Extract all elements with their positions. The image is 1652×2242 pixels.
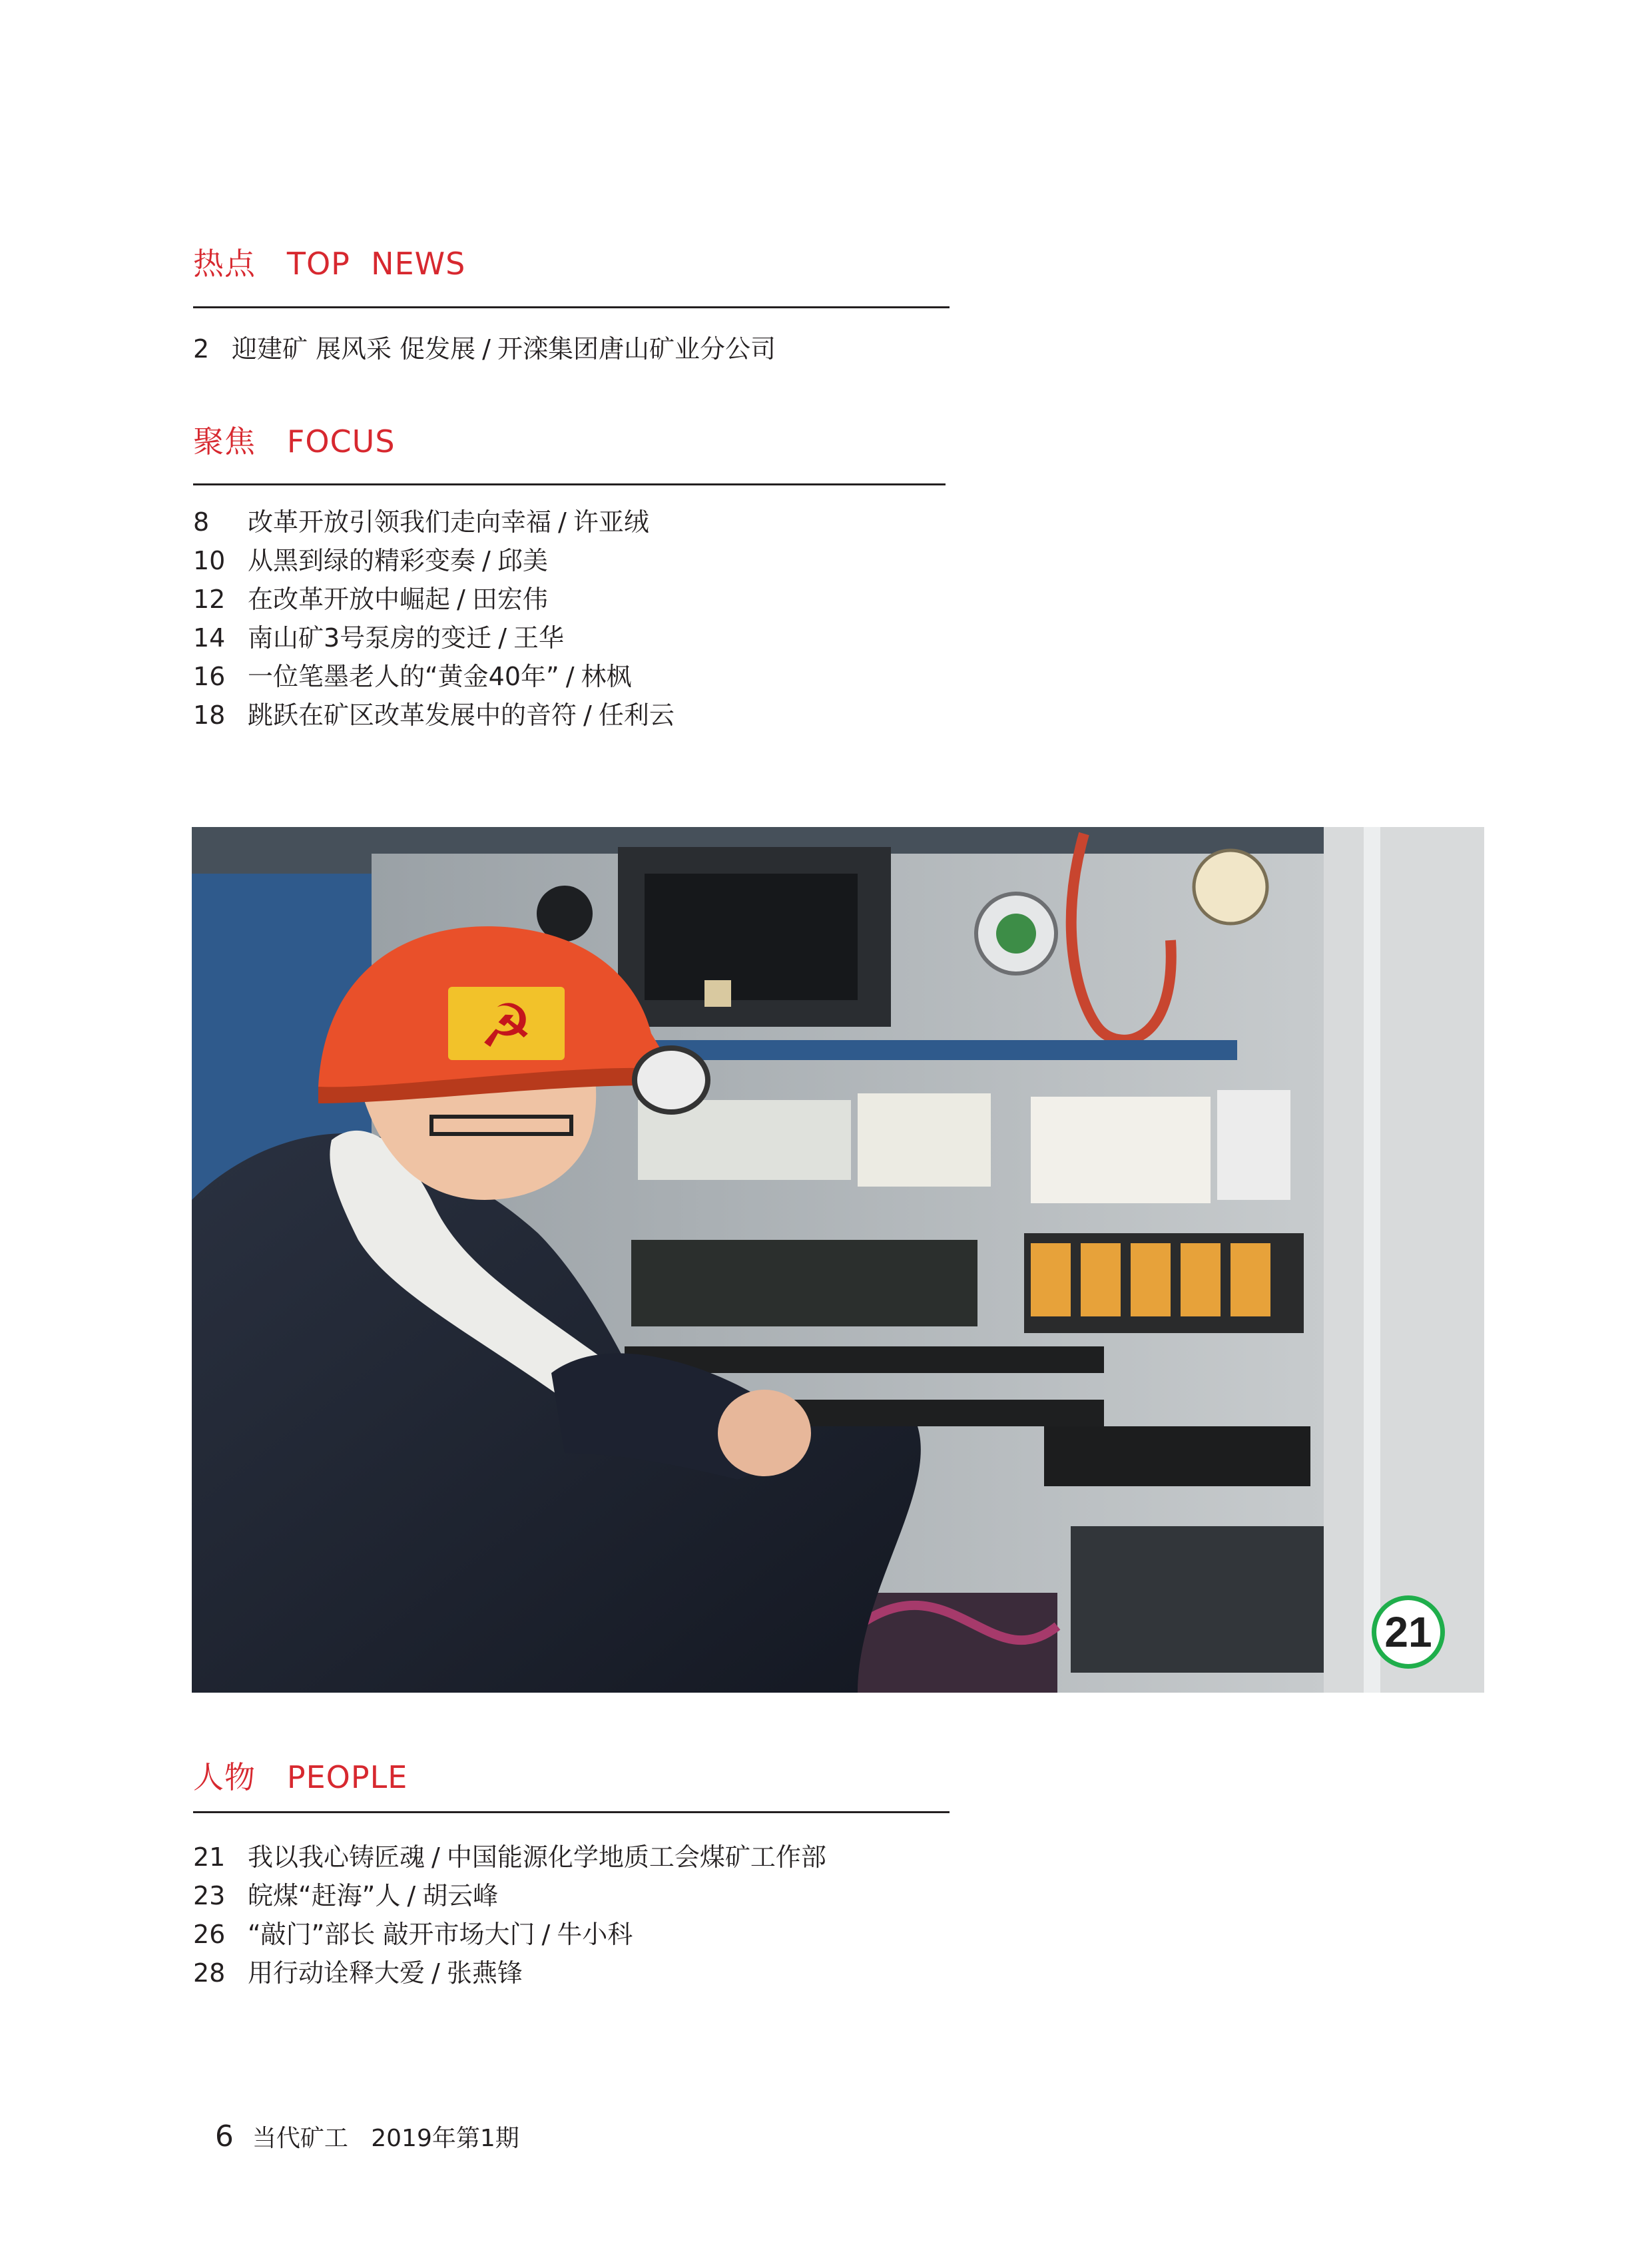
toc-page-number: 14 <box>193 623 226 653</box>
toc-page-number: 26 <box>193 1920 226 1949</box>
toc-separator: / <box>565 662 575 691</box>
toc-page-number: 28 <box>193 1958 226 1988</box>
toc-separator: / <box>498 623 507 653</box>
page-footer <box>200 2092 519 2153</box>
section-title-top-news: 热点 TOP NEWS <box>193 246 466 282</box>
toc-page-number: 8 <box>193 507 210 537</box>
section-rule <box>193 1811 950 1813</box>
toc-list-people <box>193 1838 826 1992</box>
toc-page-number: 18 <box>193 701 226 730</box>
toc-title: 在改革开放中崛起 <box>248 585 451 614</box>
toc-item[interactable] <box>193 619 675 657</box>
toc-title: 改革开放引领我们走向幸福 <box>248 507 552 537</box>
toc-separator: / <box>558 507 567 537</box>
toc-item[interactable] <box>193 1915 826 1954</box>
toc-item[interactable] <box>193 1838 826 1876</box>
toc-item[interactable] <box>193 330 776 368</box>
toc-list-top-news <box>193 330 776 368</box>
toc-page-number: 16 <box>193 662 226 691</box>
toc-item[interactable] <box>193 503 675 541</box>
toc-title: “敲门”部长 敲开市场大门 <box>248 1920 535 1949</box>
toc-page-number: 12 <box>193 585 226 614</box>
toc-author: 林枫 <box>581 662 632 691</box>
toc-title: 跳跃在矿区改革发展中的音符 <box>248 701 577 730</box>
toc-title: 皖煤“赶海”人 <box>248 1881 401 1910</box>
photo-page-badge: 21 <box>1372 1595 1445 1669</box>
toc-separator: / <box>431 1958 440 1988</box>
toc-title: 用行动诠释大爱 <box>248 1958 425 1988</box>
toc-author: 张燕锋 <box>446 1958 523 1988</box>
toc-author: 中国能源化学地质工会煤矿工作部 <box>446 1842 826 1872</box>
footer-issue: 2019年第1期 <box>371 2125 519 2152</box>
section-title-focus: 聚焦 FOCUS <box>193 423 396 459</box>
toc-separator: / <box>407 1881 416 1910</box>
toc-item[interactable] <box>193 580 675 619</box>
toc-separator: / <box>541 1920 551 1949</box>
section-rule <box>193 483 946 485</box>
toc-item[interactable] <box>193 1954 826 1992</box>
toc-list-focus <box>193 503 675 734</box>
toc-title: 南山矿3号泵房的变迁 <box>248 623 492 653</box>
toc-title: 一位笔墨老人的“黄金40年” <box>248 662 559 691</box>
toc-item[interactable] <box>193 541 675 580</box>
toc-author: 王华 <box>513 623 565 653</box>
toc-title: 从黑到绿的精彩变奏 <box>248 546 476 575</box>
toc-page-number: 23 <box>193 1881 226 1910</box>
toc-page-number: 2 <box>193 334 210 364</box>
toc-author: 牛小科 <box>557 1920 633 1949</box>
toc-separator: / <box>583 701 592 730</box>
toc-separator: / <box>431 1842 440 1872</box>
toc-author: 邱美 <box>497 546 548 575</box>
toc-separator: / <box>457 585 465 614</box>
toc-item[interactable] <box>193 657 675 696</box>
toc-title: 迎建矿 展风采 促发展 <box>232 334 476 364</box>
worker-photo <box>192 827 1484 1693</box>
hammer-sickle-icon: ☭ <box>479 991 533 1061</box>
toc-title: 我以我心铸匠魂 <box>248 1842 425 1872</box>
toc-item[interactable] <box>193 696 675 734</box>
section-rule <box>193 306 950 308</box>
toc-author: 许亚绒 <box>573 507 649 537</box>
toc-page-number: 21 <box>193 1842 226 1872</box>
toc-separator: / <box>482 546 491 575</box>
toc-author: 胡云峰 <box>422 1881 499 1910</box>
toc-page-number: 10 <box>193 546 226 575</box>
toc-item[interactable] <box>193 1876 826 1915</box>
section-title-people: 人物 PEOPLE <box>193 1759 408 1795</box>
toc-author: 开滦集团唐山矿业分公司 <box>497 334 776 364</box>
toc-author: 任利云 <box>598 701 675 730</box>
toc-author: 田宏伟 <box>471 585 548 614</box>
footer-magazine-name: 当代矿工 <box>252 2125 348 2152</box>
toc-separator: / <box>482 334 491 364</box>
footer-page-number: 6 <box>214 2119 234 2153</box>
